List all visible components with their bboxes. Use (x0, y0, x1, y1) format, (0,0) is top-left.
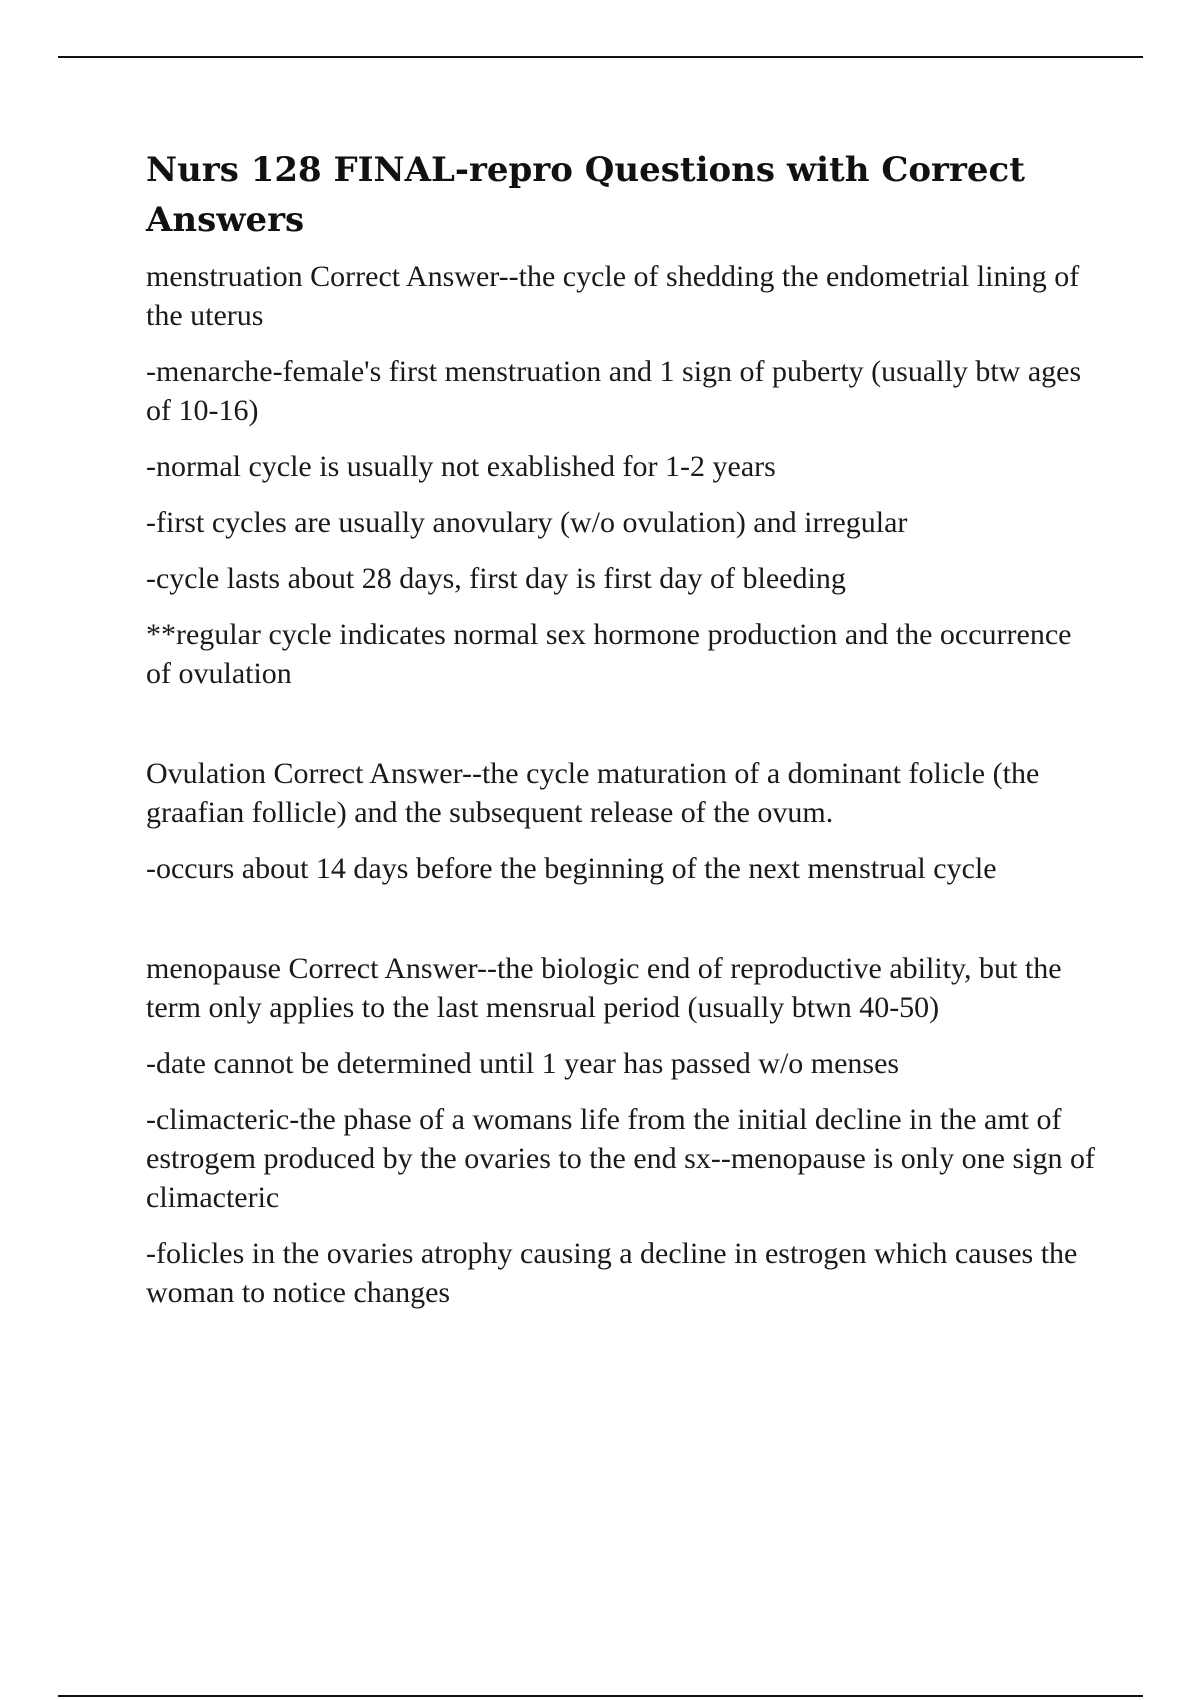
answer-paragraph: **regular cycle indicates normal sex hormone production and the occurrence of ovulation (146, 618, 1072, 690)
answer-paragraph: -occurs about 14 days before the beginning of the next menstrual cycle (146, 852, 997, 885)
answer-paragraph: -menarche-female's first menstruation and 1 sign of puberty (usually btw ages of 10-16) (146, 355, 1082, 427)
answer-paragraph: -folicles in the ovaries atrophy causing a decline in estrogen which causes the woman to notice changes (146, 1237, 1078, 1309)
answer-paragraph: -date cannot be determined until 1 year has passed w/o menses (146, 1047, 900, 1080)
answer-paragraph: -climacteric-the phase of a womans life from the initial decline in the amt of estrogem produced by the ovaries to the end sx--menopause is only one sign of climacteric (146, 1103, 1095, 1214)
answer-paragraph: -first cycles are usually anovulary (w/o ovulation) and irregular (146, 506, 908, 539)
top-rule (58, 56, 1143, 58)
bottom-rule (58, 1695, 1143, 1697)
section-menopause (146, 949, 1096, 1312)
answer-paragraph: menstruation Correct Answer--the cycle of shedding the endometrial lining of the uterus (146, 260, 1080, 332)
section-menstruation (146, 257, 1096, 693)
page-title: Nurs 128 FINAL-repro Questions with Correct Answers (146, 150, 1025, 240)
answer-paragraph: -normal cycle is usually not exablished for 1-2 years (146, 450, 776, 483)
document-body (146, 145, 1096, 1329)
section-ovulation (146, 754, 1096, 888)
answer-paragraph: Ovulation Correct Answer--the cycle maturation of a dominant folicle (the graafian follicle) and the subsequent release of the ovum. (146, 757, 1040, 829)
answer-paragraph: -cycle lasts about 28 days, first day is first day of bleeding (146, 562, 846, 595)
answer-paragraph: menopause Correct Answer--the biologic end of reproductive ability, but the term only applies to the last mensrual period (usually btwn 40-50) (146, 952, 1062, 1024)
